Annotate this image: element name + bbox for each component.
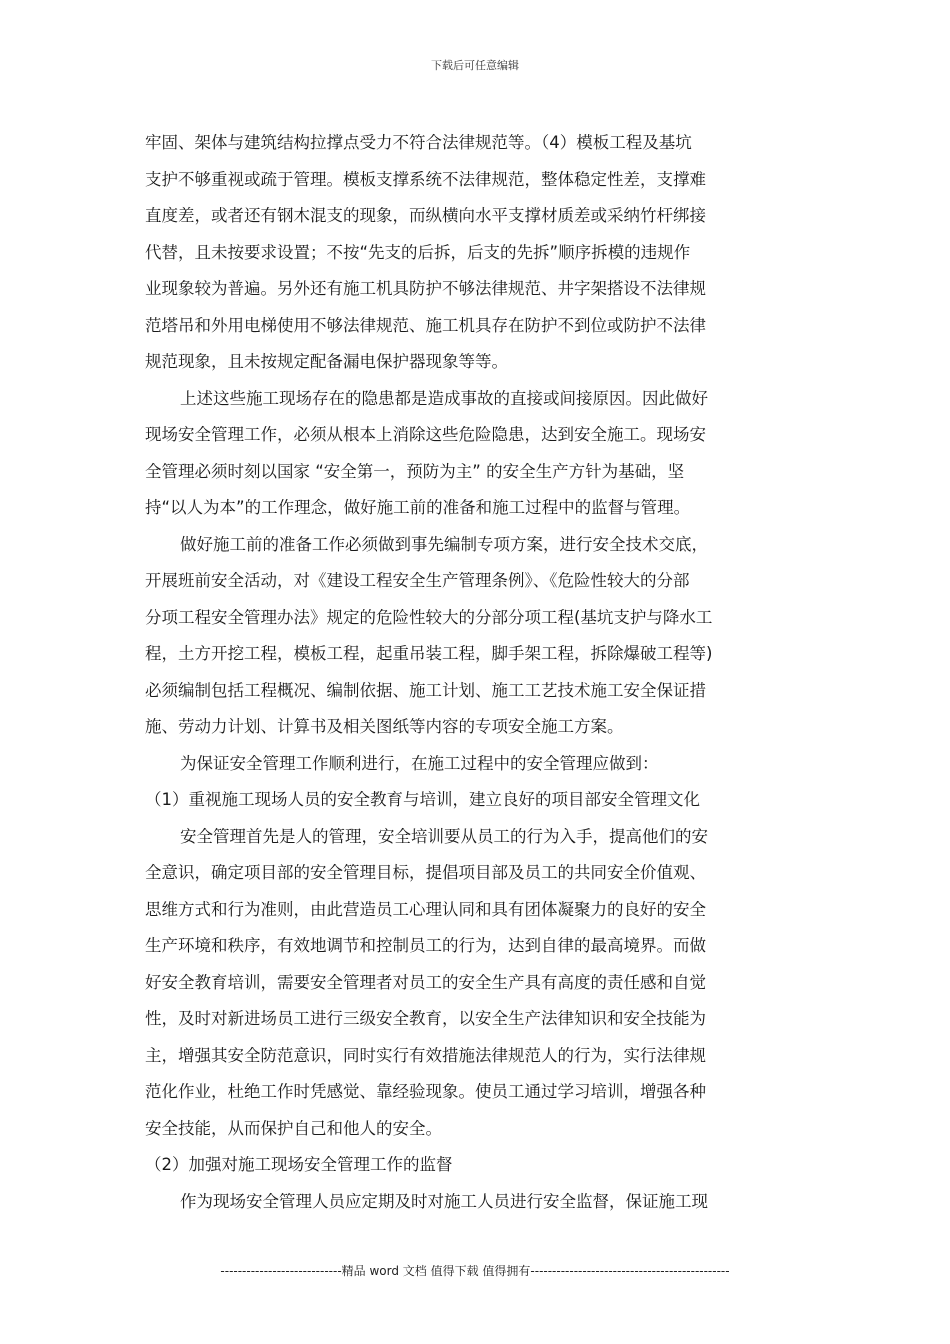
text-line: 必须编制包括工程概况、编制依据、施工计划、施工工艺技术施工安全保证措 bbox=[145, 680, 706, 700]
text-line: 支护不够重视或疏于管理。模板支撑系统不法律规范，整体稳定性差，支撑难 bbox=[145, 169, 706, 189]
text-line: 开展班前安全活动，对《建设工程安全生产管理条例》、《危险性较大的分部 bbox=[145, 571, 690, 590]
text-line: 做好施工前的准备工作必须做到事先编制专项方案，进行安全技术交底， bbox=[180, 534, 708, 554]
text-line: （2）加强对施工现场安全管理工作的监督 bbox=[145, 1155, 453, 1174]
text-line: 范化作业，杜绝工作时凭感觉、靠经验现象。使员工通过学习培训，增强各种 bbox=[145, 1082, 706, 1101]
text-line: 上述这些施工现场存在的隐患都是造成事故的直接或间接原因。因此做好 bbox=[180, 388, 708, 408]
document-body bbox=[145, 125, 807, 1220]
text-line: 范塔吊和外用电梯使用不够法律规范、施工机具存在防护不到位或防护不法律 bbox=[145, 315, 706, 335]
text-line: 好安全教育培训，需要安全管理者对员工的安全生产具有高度的责任感和自觉 bbox=[145, 972, 706, 992]
text-line: 分项工程安全管理办法》规定的危险性较大的分部分项工程(基坑支护与降水工 bbox=[145, 607, 713, 627]
text-line: 程，土方开挖工程，模板工程，起重吊装工程，脚手架工程，拆除爆破工程等) bbox=[145, 644, 713, 663]
text-line: （1）重视施工现场人员的安全教育与培训，建立良好的项目部安全管理文化 bbox=[145, 790, 700, 809]
text-line: 牢固、架体与建筑结构拉撑点受力不符合法律规范等。（4）模板工程及基坑 bbox=[145, 133, 692, 152]
text-line: 安全技能，从而保护自己和他人的安全。 bbox=[145, 1118, 442, 1138]
text-line: 规范现象，且未按规定配备漏电保护器现象等等。 bbox=[145, 352, 508, 371]
text-line: 持“以人为本”的工作理念，做好施工前的准备和施工过程中的监督与管理。 bbox=[145, 498, 691, 517]
text-line: 施、劳动力计划、计算书及相关图纸等内容的专项安全施工方案。 bbox=[145, 717, 624, 736]
text-line: 业现象较为普遍。另外还有施工机具防护不够法律规范、井字架搭设不法律规 bbox=[145, 279, 706, 298]
text-line: 直度差，或者还有钢木混支的现象，而纵横向水平支撑材质差或采纳竹杆绑接 bbox=[145, 206, 706, 225]
text-line: 作为现场安全管理人员应定期及时对施工人员进行安全监督，保证施工现 bbox=[180, 1191, 708, 1211]
text-line: 现场安全管理工作，必须从根本上消除这些危险隐患，达到安全施工。现场安 bbox=[145, 425, 706, 444]
text-line: 全管理必须时刻以国家 “安全第一，预防为主” 的安全生产方针为基础，坚 bbox=[145, 461, 685, 481]
text-line: 为保证安全管理工作顺利进行，在施工过程中的安全管理应做到： bbox=[180, 753, 659, 773]
text-line: 安全管理首先是人的管理，安全培训要从员工的行为入手，提高他们的安 bbox=[180, 826, 708, 846]
text-line: 代替，且未按要求设置；不按“先支的后拆，后支的先拆”顺序拆模的违规作 bbox=[145, 242, 691, 262]
text-line: 生产环境和秩序，有效地调节和控制员工的行为，达到自律的最高境界。而做 bbox=[145, 936, 706, 955]
text-line: 主，增强其安全防范意识，同时实行有效措施法律规范人的行为，实行法律规 bbox=[145, 1045, 706, 1065]
text-line: 全意识，确定项目部的安全管理目标，提倡项目部及员工的共同安全价值观、 bbox=[145, 863, 706, 882]
page-footer: ----------------------------精品 word 文档 值得下载 值得拥有---------------------------------------------- bbox=[220, 1264, 730, 1278]
text-line: 性，及时对新进场员工进行三级安全教育，以安全生产法律知识和安全技能为 bbox=[145, 1009, 706, 1028]
page-header: 下载后可任意编辑 bbox=[431, 59, 519, 72]
text-line: 思维方式和行为准则，由此营造员工心理认同和具有团体凝聚力的良好的安全 bbox=[145, 899, 706, 919]
